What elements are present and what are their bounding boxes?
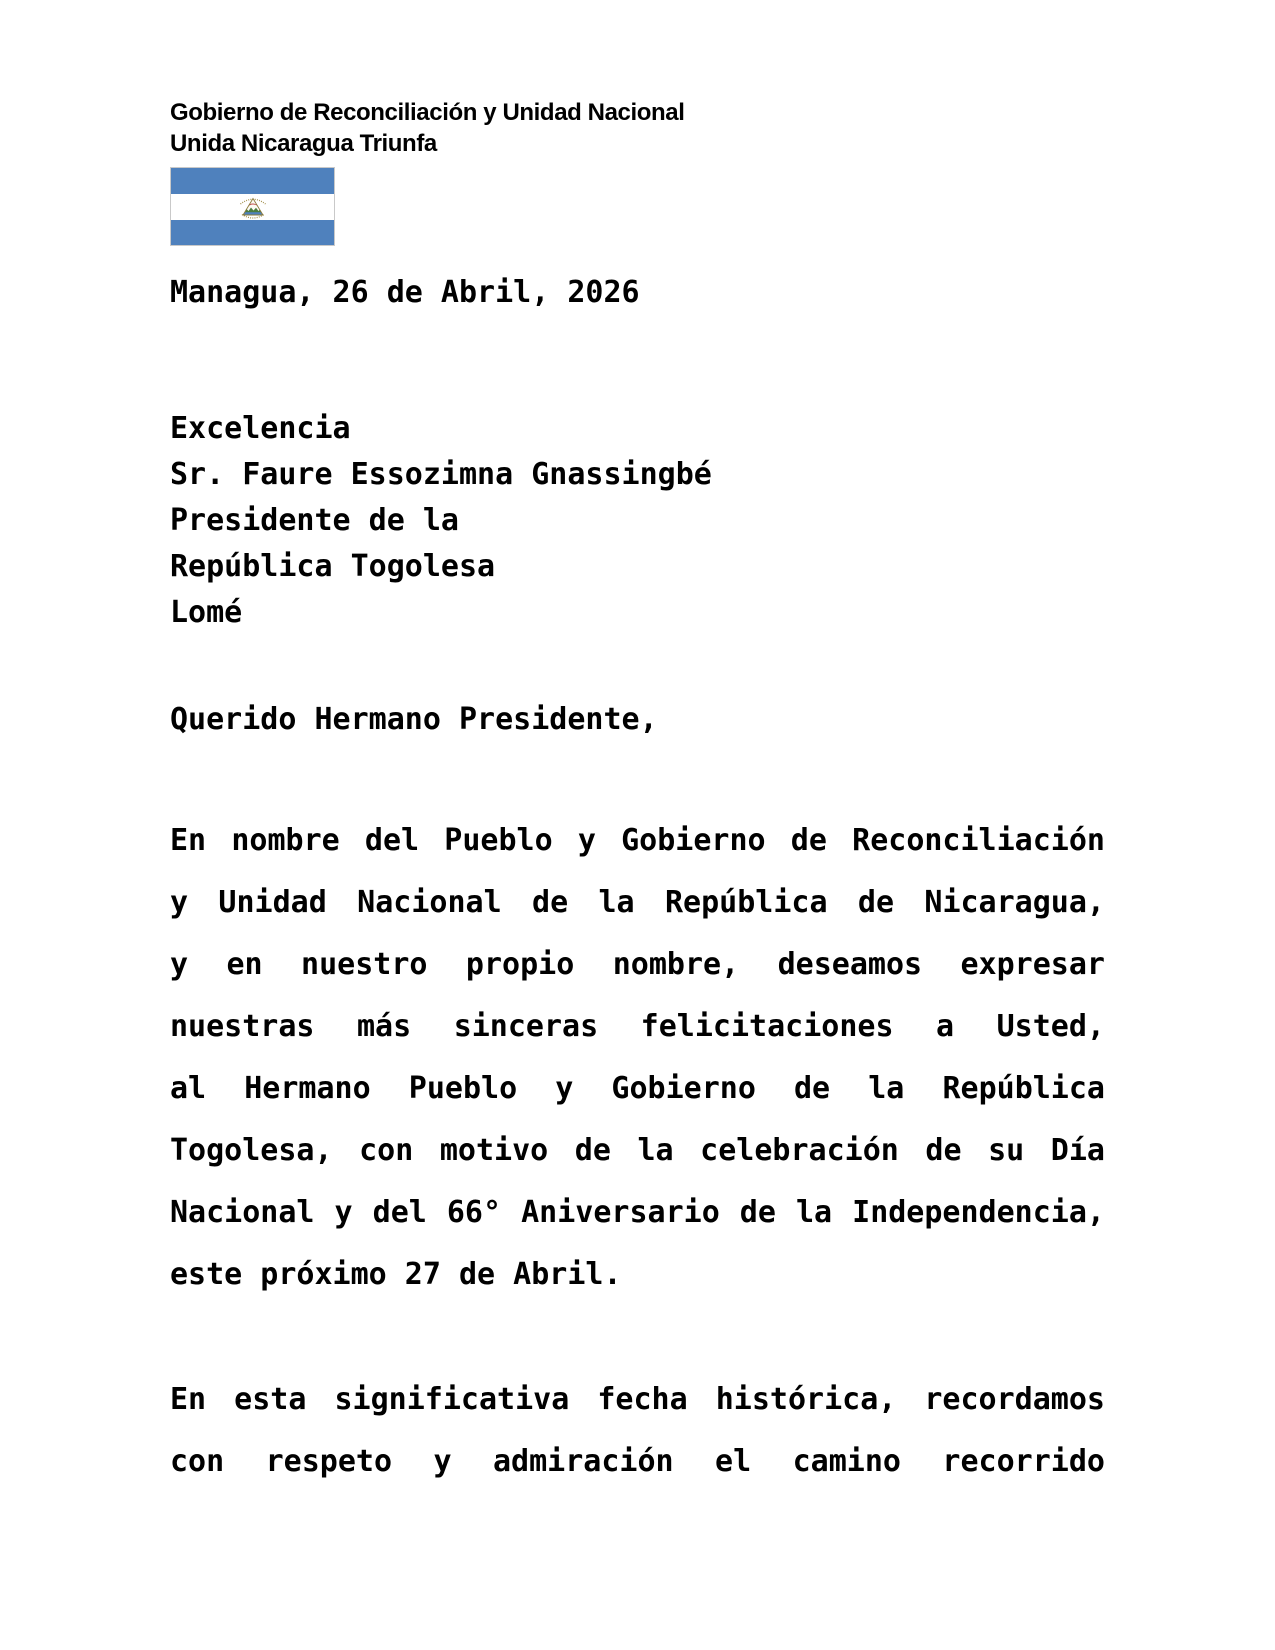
recipient-line-city: Lomé xyxy=(170,595,243,630)
paragraph1-line: nuestras más sinceras felicitaciones a Usted, xyxy=(170,1009,1105,1044)
paragraph2-line: con respeto y admiración el camino recorrido xyxy=(170,1444,1105,1479)
flag-stripe-blue-bottom xyxy=(171,220,334,246)
paragraph1-line: Togolesa, con motivo de la celebración de su Día xyxy=(170,1133,1105,1168)
recipient-block xyxy=(170,406,1105,636)
paragraph1-line: Nacional y del 66° Aniversario de la Independencia, xyxy=(170,1195,1105,1230)
letterhead xyxy=(170,97,1275,159)
paragraph1-line: y en nuestro propio nombre, deseamos expresar xyxy=(170,947,1105,982)
salutation: Querido Hermano Presidente, xyxy=(170,702,658,737)
paragraph1-line: y Unidad Nacional de la República de Nicaragua, xyxy=(170,885,1105,920)
paragraph1-line: al Hermano Pueblo y Gobierno de la República xyxy=(170,1071,1105,1106)
nicaragua-coat-of-arms-icon xyxy=(234,194,272,220)
recipient-line-name: Sr. Faure Essozimna Gnassingbé xyxy=(170,457,712,492)
recipient-line-excelencia: Excelencia xyxy=(170,411,351,446)
paragraph1-last-line: este próximo 27 de Abril. xyxy=(170,1257,622,1292)
paragraph1-line: En nombre del Pueblo y Gobierno de Reconciliación xyxy=(170,823,1105,858)
body-paragraph-1 xyxy=(170,810,1105,1306)
recipient-line-title: Presidente de la xyxy=(170,503,459,538)
nicaragua-flag xyxy=(170,167,335,246)
body-paragraph-2 xyxy=(170,1369,1105,1493)
letterhead-line-1: Gobierno de Reconciliación y Unidad Nacional xyxy=(170,99,685,126)
paragraph2-line: En esta significativa fecha histórica, recordamos xyxy=(170,1382,1105,1417)
letterhead-line-2: Unida Nicaragua Triunfa xyxy=(170,130,437,157)
recipient-line-country: República Togolesa xyxy=(170,549,496,584)
flag-stripe-blue-top xyxy=(171,168,334,194)
date-line: Managua, 26 de Abril, 2026 xyxy=(170,275,640,310)
flag-stripe-white xyxy=(171,194,334,220)
